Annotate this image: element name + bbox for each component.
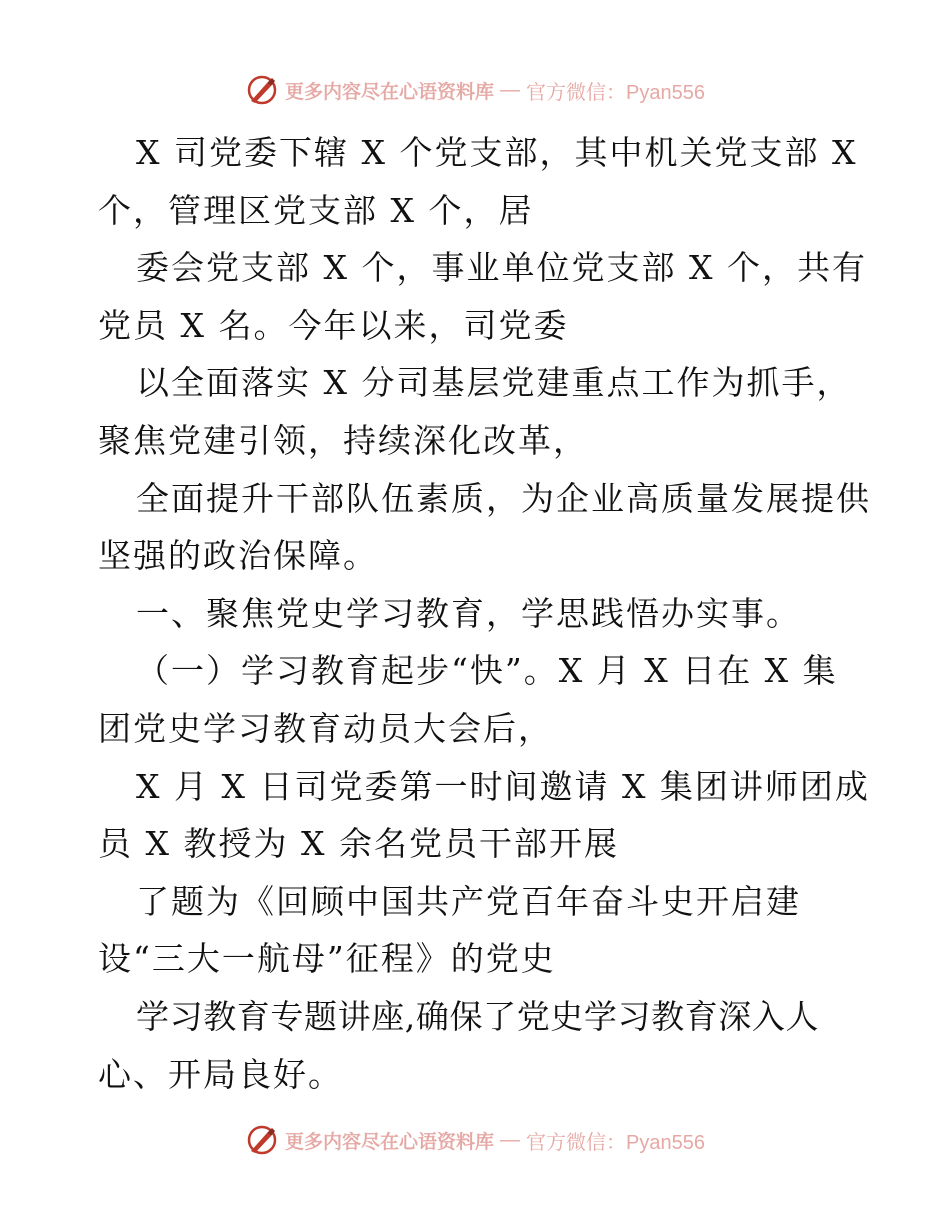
pen-logo-icon (245, 1123, 279, 1157)
body-line: 了题为《回顾中国共产党百年奋斗史开启建 (136, 881, 801, 921)
watermark-account: 官方微信：Pyan556 (526, 1131, 705, 1154)
body-line: 以全面落实 X 分司基层党建重点工作为抓手， (136, 363, 852, 403)
body-line: （一）学习教育起步“快”。X 月 X 日在 X 集 (136, 651, 838, 691)
body-line: 党员 X 名。今年以来，司党委 (98, 305, 569, 345)
watermark-text: 更多内容尽在心语资料库 (285, 80, 495, 103)
body-line: 坚强的政治保障。 (98, 536, 378, 576)
body-line: 员 X 教授为 X 余名党员干部开展 (98, 824, 619, 864)
watermark-footer (0, 1120, 950, 1160)
body-line: X 月 X 日司党委第一时间邀请 X 集团讲师团成 (136, 766, 870, 806)
watermark-separator: — (500, 1128, 521, 1151)
section-heading: 一、聚焦党史学习教育，学思践悟办实事。 (136, 593, 801, 633)
document-body (98, 124, 871, 1103)
body-line: 个，管理区党支部 X 个，居 (98, 190, 534, 230)
watermark-text: 更多内容尽在心语资料库 (285, 1130, 495, 1153)
pen-logo-icon (245, 73, 279, 107)
body-line: 学习教育专题讲座,确保了党史学习教育深入人 (136, 996, 820, 1036)
body-line: 聚焦党建引领，持续深化改革， (98, 420, 588, 460)
watermark-separator: — (500, 78, 521, 101)
body-line: 设“三大一航母”征程》的党史 (98, 939, 556, 979)
body-line: 委会党支部 X 个，事业单位党支部 X 个，共有 (136, 248, 867, 288)
body-line: X 司党委下辖 X 个党支部，其中机关党支部 X (136, 133, 858, 172)
watermark-header (0, 70, 950, 110)
body-line: 团党史学习教育动员大会后， (98, 708, 553, 748)
body-line: 心、开局良好。 (98, 1054, 343, 1094)
watermark-account: 官方微信：Pyan556 (526, 81, 705, 104)
body-line: 全面提升干部队伍素质，为企业高质量发展提供 (136, 478, 871, 518)
